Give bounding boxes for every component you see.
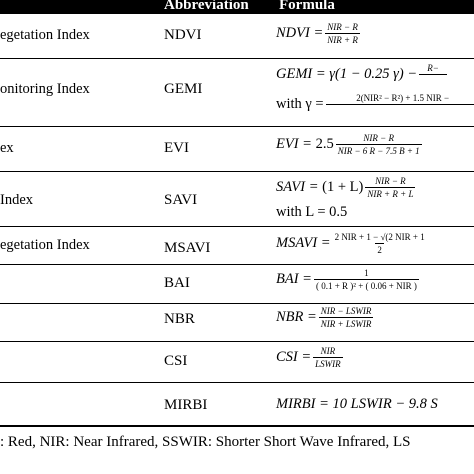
fraction-denominator: NIR + R <box>327 35 358 45</box>
row-divider <box>0 226 474 227</box>
fraction-numerator: R− <box>427 63 439 73</box>
row-divider <box>0 341 474 342</box>
index-abbreviation: SAVI <box>164 192 198 208</box>
index-abbreviation: MSAVI <box>164 240 211 256</box>
row-divider <box>0 171 474 172</box>
index-abbreviation: MIRBI <box>164 397 208 413</box>
row-divider <box>0 264 474 265</box>
formula-lhs: BAI = <box>276 271 312 287</box>
fraction-denominator: ( 0.1 + R )² + ( 0.06 + NIR ) <box>315 281 417 291</box>
formula-term: 2.5 <box>315 136 334 152</box>
formula-fraction <box>333 232 427 255</box>
row-divider <box>0 58 474 59</box>
index-formula <box>276 268 421 291</box>
index-formula <box>276 232 429 255</box>
formula-fraction <box>319 306 374 329</box>
formula-lhs: GEMI = <box>276 65 326 82</box>
formula-term: 10 LSWIR − 9.8 S <box>332 396 438 412</box>
fraction-numerator: NIR − R <box>375 176 406 186</box>
formula-fraction <box>419 63 447 85</box>
formula-condition: with L = 0.5 <box>276 204 348 220</box>
index-abbreviation: NBR <box>164 311 195 327</box>
fraction-denominator: NIR + LSWIR <box>320 319 372 329</box>
formula-lhs: NDVI = <box>276 25 324 41</box>
row-divider <box>0 303 474 304</box>
formula-lhs: MIRBI = <box>276 396 329 412</box>
index-formula <box>276 176 417 199</box>
fraction-denominator <box>419 74 447 85</box>
index-abbreviation: BAI <box>164 275 190 291</box>
table-footnote: : Red, NIR: Near Infrared, SSWIR: Shorter Short Wave Infrared, LS <box>0 434 411 450</box>
formula-fraction <box>365 176 415 199</box>
formula-fraction <box>313 346 343 369</box>
formula-lhs: CSI = <box>276 349 312 365</box>
index-name: egetation Index <box>0 237 90 253</box>
header-formula: Formula <box>279 0 335 13</box>
index-formula-condition <box>276 93 474 115</box>
fraction-denominator: NIR + R + L <box>367 189 414 199</box>
index-formula <box>276 396 438 413</box>
formula-fraction <box>314 268 419 291</box>
fraction-denominator: NIR − 6 R − 7.5 B + 1 <box>337 146 420 156</box>
formula-term: γ(1 − 0.25 γ) − <box>329 65 418 82</box>
fraction-denominator <box>326 104 474 115</box>
formula-fraction <box>336 133 422 156</box>
index-formula <box>276 63 449 85</box>
formula-lhs: MSAVI = <box>276 235 331 251</box>
formula-condition: with γ = <box>276 95 324 112</box>
index-formula <box>276 133 424 156</box>
index-name: Index <box>0 192 34 208</box>
fraction-numerator: 2 NIR + 1 − √(2 NIR + 1 <box>334 232 425 242</box>
formula-fraction <box>325 22 360 45</box>
formula-term: (1 + L) <box>322 179 364 195</box>
formula-lhs: EVI = <box>276 136 312 152</box>
index-name: egetation Index <box>0 27 90 43</box>
index-abbreviation: EVI <box>164 140 189 156</box>
formula-lhs: NBR = <box>276 309 317 325</box>
formula-lhs: SAVI = <box>276 179 319 195</box>
row-divider <box>0 126 474 127</box>
fraction-numerator: 2(NIR² − R²) + 1.5 NIR − <box>356 93 450 103</box>
index-formula <box>276 22 362 45</box>
index-formula <box>276 346 345 369</box>
index-name: ex <box>0 140 14 156</box>
fraction-numerator: NIR − LSWIR <box>320 306 372 316</box>
fraction-numerator: NIR <box>320 346 336 356</box>
header-abbreviation: Abbreviation <box>164 0 249 13</box>
index-abbreviation: NDVI <box>164 27 202 43</box>
fraction-numerator: NIR − R <box>363 133 394 143</box>
fraction-numerator: 1 <box>364 268 369 278</box>
index-name: onitoring Index <box>0 81 90 97</box>
index-abbreviation: CSI <box>164 353 188 369</box>
formula-fraction <box>326 93 474 115</box>
row-divider <box>0 382 474 383</box>
table-bottom-rule <box>0 425 474 427</box>
index-abbreviation: GEMI <box>164 81 203 97</box>
fraction-denominator: LSWIR <box>315 359 341 369</box>
fraction-numerator: NIR − R <box>327 22 358 32</box>
fraction-denominator: 2 <box>377 245 382 255</box>
table-header <box>0 0 474 14</box>
index-formula <box>276 306 375 329</box>
